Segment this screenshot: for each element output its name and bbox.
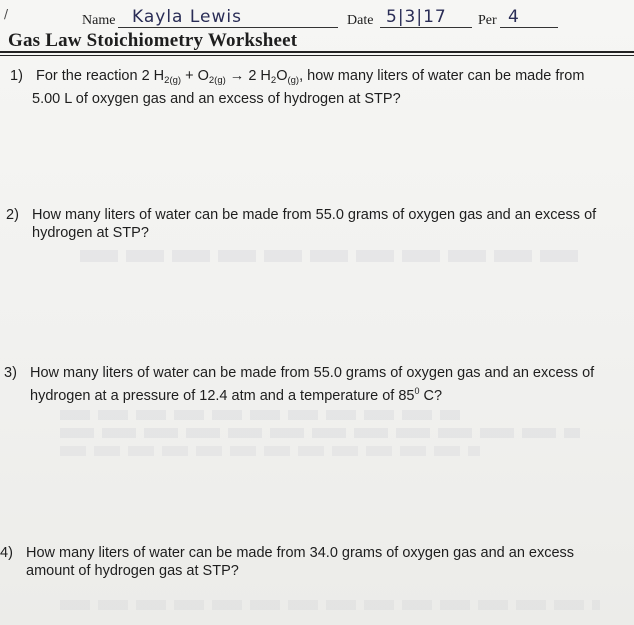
question-2 — [6, 206, 630, 246]
bleed-through-line — [60, 446, 480, 456]
question-text — [26, 544, 574, 580]
period-field — [500, 7, 558, 28]
q3-degree-sup: 0 — [414, 386, 420, 396]
q1-text-a: For the reaction 2 H — [36, 68, 165, 84]
question-line: How many liters of water can be made from 34.0 grams of oxygen gas and an excess — [26, 545, 575, 561]
question-text — [30, 364, 594, 405]
page-title: Gas Law Stoichiometry Worksheet — [8, 30, 298, 51]
question-line: 5.00 L of oxygen gas and an excess of hydrogen at STP? — [32, 91, 401, 107]
q1-text-d: O — [276, 68, 288, 84]
q3-text-a: hydrogen at a pressure of 12.4 atm and a temperature of 85 — [30, 388, 415, 404]
question-line — [30, 382, 594, 405]
q3-text-b: C? — [419, 388, 443, 404]
question-1 — [10, 67, 630, 107]
period-value: 4 — [508, 7, 520, 27]
bleed-through-line — [60, 410, 460, 420]
question-number: 1) — [10, 68, 23, 84]
question-3 — [4, 364, 630, 404]
q1-sub-c: 2 — [270, 75, 277, 86]
q1-sub-a: 2(g) — [164, 75, 182, 86]
name-field — [118, 7, 338, 28]
date-value: 5|3|17 — [386, 7, 447, 27]
bleed-through-line — [60, 428, 580, 438]
question-line: How many liters of water can be made from 55.0 grams of oxygen gas and an excess of — [32, 207, 597, 223]
pen-mark: / — [4, 7, 9, 21]
question-4 — [0, 544, 630, 584]
question-text — [32, 67, 585, 108]
question-number: 4) — [0, 545, 13, 561]
bleed-through-line — [60, 600, 600, 610]
title-rule-bottom — [0, 55, 634, 56]
question-line: amount of hydrogen gas at STP? — [26, 563, 239, 579]
name-label: Name — [82, 13, 116, 28]
q1-sub-d: (g) — [287, 75, 300, 86]
question-text — [32, 206, 596, 242]
name-value: Kayla Lewis — [132, 7, 242, 27]
q1-text-c: → 2 H — [225, 68, 271, 84]
question-number: 3) — [4, 365, 17, 381]
q1-text-b: + O — [181, 68, 209, 84]
bleed-through-line — [80, 250, 580, 262]
date-field — [380, 7, 472, 28]
question-number: 2) — [6, 207, 19, 223]
period-label: Per — [478, 13, 497, 28]
question-line: hydrogen at STP? — [32, 225, 149, 241]
question-line: How many liters of water can be made from 55.0 grams of oxygen gas and an excess of — [30, 365, 595, 381]
date-label: Date — [347, 13, 374, 28]
q1-text-e: , how many liters of water can be made from — [299, 68, 585, 84]
title-rule-top — [0, 51, 634, 53]
question-line — [36, 67, 584, 90]
q1-sub-b: 2(g) — [208, 75, 226, 86]
